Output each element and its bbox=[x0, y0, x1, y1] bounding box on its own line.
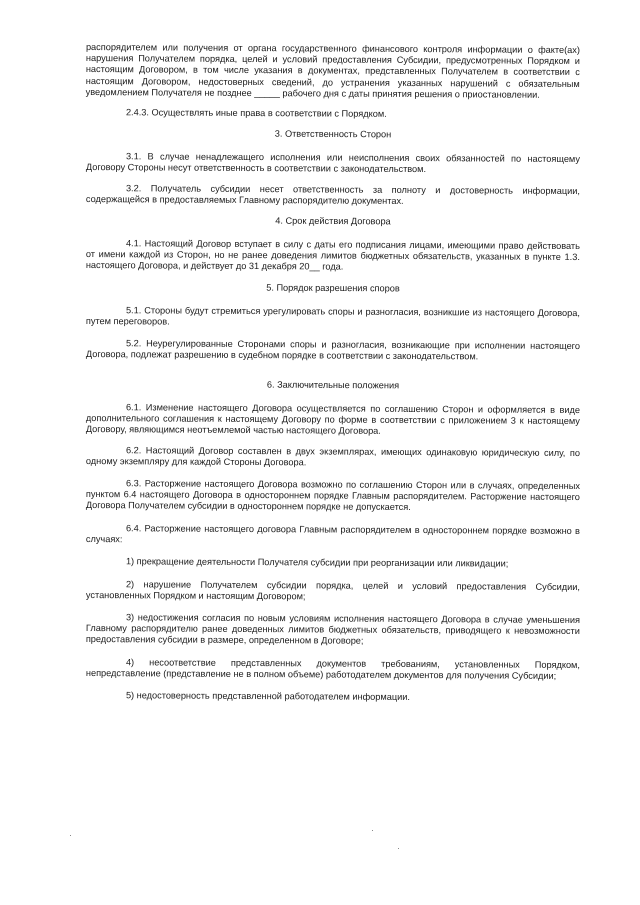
paragraph-3-1: 3.1. В случае ненадлежащего исполнения или неисполнения своих обязанностей по настоящему Договору Стороны несут ответственность в соответствии с законодательством. bbox=[85, 151, 580, 175]
paragraph-6-3: 6.3. Расторжение настоящего Договора возможно по соглашению Сторон или в случаях, определенных пунктом 6.4 настоящего Договора в одностороннем порядке Главным распорядителем. Расторжение настоящего Договора Получателем субсидии в одностороннем порядке не допускается. bbox=[85, 478, 580, 513]
paragraph-5-2: 5.2. Неурегулированные Сторонами споры и разногласия, возникающие при исполнении настоящего Договора, подлежат разрешению в судебном порядке в соответствии с законодательством. bbox=[85, 338, 580, 362]
scan-speck bbox=[372, 830, 373, 831]
scan-speck bbox=[70, 835, 71, 836]
section-5-heading: 5. Порядок разрешения споров bbox=[266, 282, 400, 294]
list-item-1: 1) прекращение деятельности Получателя субсидии при реорганизации или ликвидации; bbox=[125, 556, 509, 570]
section-4-heading: 4. Срок действия Договора bbox=[275, 215, 391, 227]
list-item-5: 5) недостоверность представленной работодателем информации. bbox=[125, 690, 410, 703]
paragraph-6-4: 6.4. Расторжение настоящего договора Главным распорядителем в одностороннем порядке возможно в случаях: bbox=[85, 523, 580, 545]
section-3-heading: 3. Ответственность Сторон bbox=[274, 128, 392, 140]
paragraph-2-4-3: 2.4.3. Осуществлять иные права в соответствии с Порядком. bbox=[125, 107, 387, 119]
paragraph-4-1: 4.1. Настоящий Договор вступает в силу с даты его подписания лицами, имеющими право действовать от имени каждой из Сторон, но не ранее доведения лимитов бюджетных обязательств, указанных в пункте 1.3. настоящего Договора, и действует до 31 декабря 20__ года. bbox=[85, 238, 580, 273]
paragraph-3-2: 3.2. Получатель субсидии несет ответственность за полноту и достоверность информации, содержащейся в предоставляемых Главному распорядителю документах. bbox=[85, 182, 580, 206]
scan-speck bbox=[398, 848, 399, 849]
paragraph-2-4-2-continuation: распорядителем или получения от органа государственного финансового контроля информации о факте(ах) нарушения Получателем порядка, целей и условий предоставления Субсидии, предусмотренных Порядком и настоящим Договором, в том числе указания в документах, представленных Получателем в соответствии с настоящим Договором, недостоверных сведений, до устранения указанных нарушений с обязательным уведомлением Получателя не позднее _____ рабочего дня с даты принятия решения о приостановлении. bbox=[85, 42, 580, 100]
list-item-4: 4) несоответствие представленных документов требованиям, установленных Порядком, непредставление (представление не в полном объеме) работодателем документов для получения Субсидии; bbox=[85, 656, 580, 681]
section-6-heading: 6. Заключительные положения bbox=[266, 380, 400, 391]
paragraph-5-1: 5.1. Стороны будут стремиться урегулировать споры и разногласия, возникшие из настоящего Договора, путем переговоров. bbox=[85, 304, 580, 327]
paragraph-6-1: 6.1. Изменение настоящего Договора осуществляется по соглашению Сторон и оформляется в виде дополнительного соглашения к настоящему Договору по форме в соответствии с приложением 3 к настоящему Договору, являющимся неотъемлемой частью настоящего Договора. bbox=[85, 402, 580, 437]
list-item-3: 3) недостижения согласия по новым условиям исполнения настоящего Договора в случае уменьшения Главному распорядителю ранее доведенных лимитов бюджетных обязательств, приводящего к невозможности предоставления субсидии в размере, определенном в Договоре; bbox=[85, 612, 580, 647]
paragraph-6-2: 6.2. Настоящий Договор составлен в двух экземплярах, имеющих одинаковую юридическую силу, по одному экземпляру для каждой Стороны Договора. bbox=[85, 445, 580, 468]
list-item-2: 2) нарушение Получателем субсидии порядка, целей и условий предоставления Субсидии, установленных Порядком и настоящим Договором; bbox=[85, 578, 580, 602]
